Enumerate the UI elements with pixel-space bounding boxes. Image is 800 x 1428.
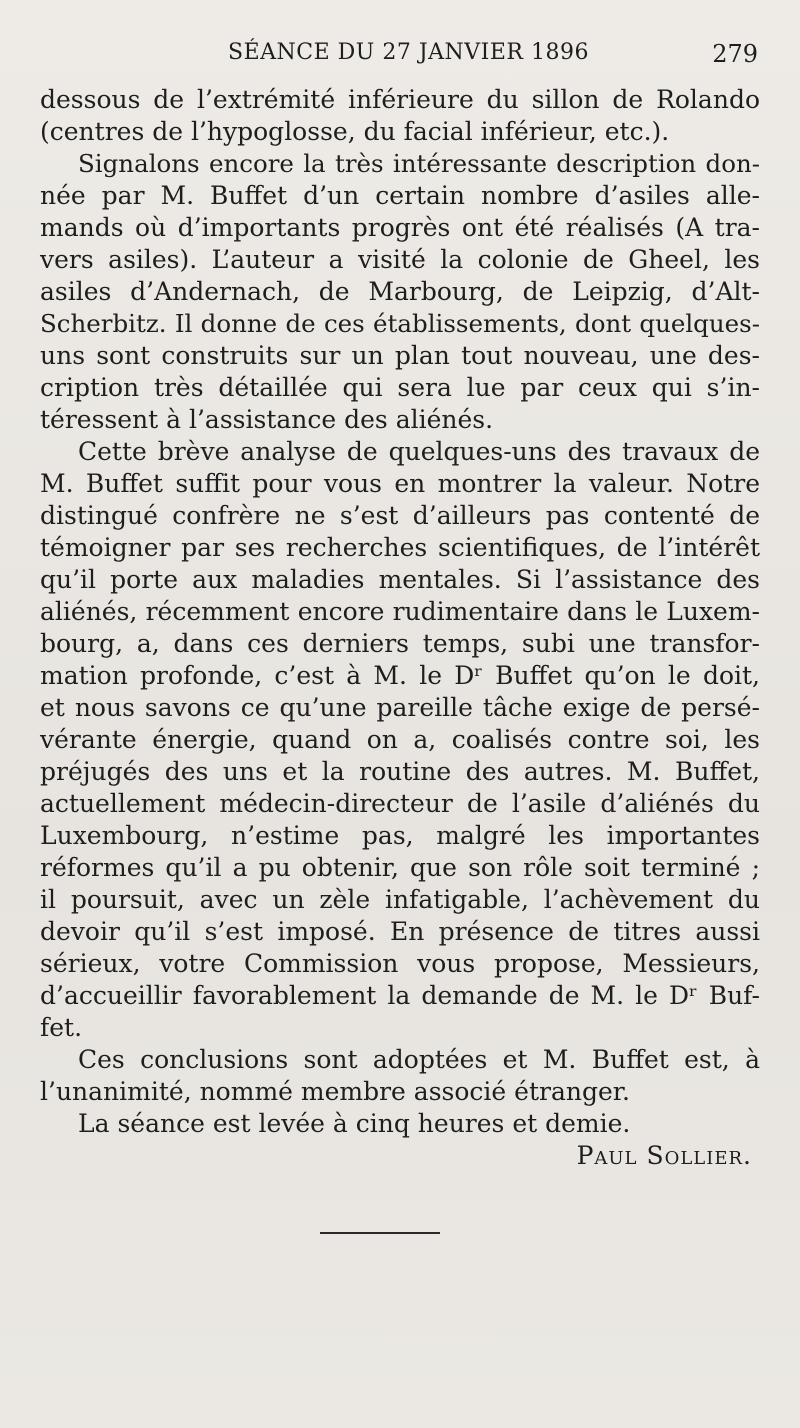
body-text xyxy=(40,84,760,1172)
text-line: uns sont construits sur un plan tout nouveau, une des- xyxy=(40,341,760,370)
text-line: actuellement médecin-directeur de l’asile d’aliénés du xyxy=(40,789,760,818)
text-line: aliénés, récemment encore rudimentaire dans le Luxem- xyxy=(40,597,760,626)
text-line: Luxembourg, n’estime pas, malgré les importantes xyxy=(40,821,760,850)
text-line: vers asiles). L’auteur a visité la colonie de Gheel, les xyxy=(40,245,760,274)
paragraph-first-line: Cette brève analyse de quelques-uns des travaux de xyxy=(78,437,760,466)
text-line: sérieux, votre Commission vous propose, Messieurs, xyxy=(40,949,760,978)
text-line: mands où d’importants progrès ont été réalisés (A tra- xyxy=(40,213,760,242)
text-line: et nous savons ce qu’une pareille tâche exige de persé- xyxy=(40,693,760,722)
text-line: vérante énergie, quand on a, coalisés contre soi, les xyxy=(40,725,760,754)
text-line: préjugés des uns et la routine des autres. M. Buffet, xyxy=(40,757,760,786)
text-line: fet. xyxy=(40,1013,83,1042)
text-line: cription très détaillée qui sera lue par ceux qui s’in- xyxy=(40,373,760,402)
text-line: mation profonde, c’est à M. le Dʳ Buffet qu’on le doit, xyxy=(40,661,760,690)
text-line: (centres de l’hypoglosse, du facial inférieur, etc.). xyxy=(40,117,670,146)
paragraph-first-line: Ces conclusions sont adoptées et M. Buffet est, à xyxy=(78,1045,760,1074)
text-line: née par M. Buffet d’un certain nombre d’asiles alle- xyxy=(40,181,760,210)
page-number: 279 xyxy=(712,40,758,68)
text-line: dessous de l’extrémité inférieure du sillon de Rolando xyxy=(40,85,760,114)
paragraph-first-line: Signalons encore la très intéressante description don- xyxy=(78,149,760,178)
text-line: asiles d’Andernach, de Marbourg, de Leipzig, d’Alt- xyxy=(40,277,760,306)
text-line: l’unanimité, nommé membre associé étranger. xyxy=(40,1077,630,1106)
text-line: réformes qu’il a pu obtenir, que son rôle soit terminé ; xyxy=(40,853,760,882)
paragraph-first-line: La séance est levée à cinq heures et demie. xyxy=(78,1109,631,1138)
text-line: d’accueillir favorablement la demande de M. le Dʳ Buf- xyxy=(40,981,760,1010)
text-line: distingué confrère ne s’est d’ailleurs pas contenté de xyxy=(40,501,760,530)
author-signature: Paul Sollier. xyxy=(576,1141,752,1170)
text-line: M. Buffet suffit pour vous en montrer la valeur. Notre xyxy=(40,469,760,498)
text-line: Scherbitz. Il donne de ces établissements, dont quelques- xyxy=(40,309,760,338)
text-line: téressent à l’assistance des aliénés. xyxy=(40,405,494,434)
running-header xyxy=(40,36,758,70)
text-line: qu’il porte aux maladies mentales. Si l’assistance des xyxy=(40,565,760,594)
text-line: témoigner par ses recherches scientifiques, de l’intérêt xyxy=(40,533,760,562)
text-line: bourg, a, dans ces derniers temps, subi une transfor- xyxy=(40,629,760,658)
bleed-through-rule xyxy=(320,1232,440,1234)
text-line: devoir qu’il s’est imposé. En présence de titres aussi xyxy=(40,917,760,946)
text-line: il poursuit, avec un zèle infatigable, l’achèvement du xyxy=(40,885,760,914)
running-title: SÉANCE DU 27 JANVIER 1896 xyxy=(228,40,589,65)
